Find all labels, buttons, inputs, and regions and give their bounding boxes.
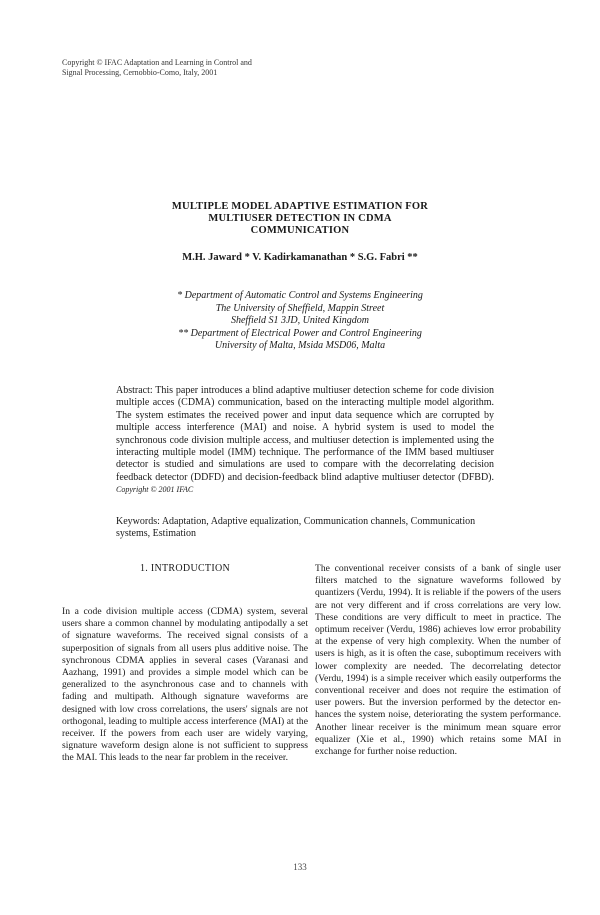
copyright-line-1: Copyright © IFAC Adaptation and Learning in Control and [62, 58, 252, 67]
keywords: Keywords: Adaptation, Adaptive equalization, Communication channels, Communication systems, Estimation [116, 516, 476, 540]
title-line-3: COMMUNICATION [250, 225, 350, 236]
copyright-notice [62, 58, 362, 78]
affiliation-line: ** Department of Electrical Power and Control Engineering [178, 327, 422, 339]
page-number: 133 [293, 862, 307, 872]
abstract-text: Abstract: This paper introduces a blind adaptive multiuser detection scheme for code division multiple acces (CDMA) communication, based on the interacting multiple model algorithm. The system estimates the received power and input data sequence which are corrupted by multiple access interference (MAI) and noise. A hybrid system is used to model the synchronous code division multiple access, and multiuser detection is implemented using the interacting multiple model (IMM) technique. The performance of the IMM based multiuser detector is studied and simulations are used to compare with the decorrelating decision feedback detector (DDFD) and decision-feedback blind adaptive multiuser detector (DFBD). [116, 385, 494, 483]
title-line-1: MULTIPLE MODEL ADAPTIVE ESTIMATION FOR [171, 201, 429, 212]
abstract [116, 385, 494, 497]
paper-title [100, 201, 500, 237]
affiliation-line: The University of Sheffield, Mappin Street [215, 302, 385, 314]
intro-right-column: The conventional receiver consists of a bank of single user filters matched to the signature waveforms followed by quantizers (Verdu, 1994). It is reliable if the powers of the users are not very different and if cross correlations are very low. These conditions are very difficult to meet in practice. The optimum receiver (Verdu, 1986) achieves low error probability at the expense of very high complexity. When the number of users is high, as it is often the case, suboptimum receivers with lower complexity are needed. The decorrelating detector (Verdu, 1994) is a simple receiver which easily outperforms the conventional receiver and does not require the estimation of user powers. But the inversion performed by the detector enhances the system noise, deteriorating the system performance. Another linear receiver is the minimum mean square error equalizer (Xie et al., 1990) which retains some MAI in exchange for further noise reduction. [315, 563, 561, 758]
author-list: M.H. Jaward * V. Kadirkamanathan * S.G. Fabri ** [182, 252, 418, 263]
title-line-2: MULTIUSER DETECTION IN CDMA [208, 213, 392, 224]
copyright-line-2: Signal Processing, Cernobbio-Como, Italy, 2001 [62, 68, 218, 77]
affiliations [100, 290, 500, 353]
affiliation-line: * Department of Automatic Control and Systems Engineering [177, 290, 423, 301]
abstract-copyright: Copyright © 2001 IFAC [116, 485, 194, 495]
intro-left-column: In a code division multiple access (CDMA) system, several users share a common channel by modulating antipodally a set of signature waveforms. The received signal consists of a superposition of signals from all users plus additive noise. The synchronous CDMA applies in several cases (Varanasi and Aazhang, 1991) and provides a simple model which can be generalized to the asynchronous case and to channels with fading and multipath. Although signature waveforms are designed with low cross correlations, the users' signals are not orthogonal, leading to multiple access interference (MAI) at the receiver. If the powers from each user are widely varying, signature waveform design alone is not sufficient to suppress the MAI. This leads to the near far problem in the receiver. [62, 606, 308, 764]
affiliation-line: Sheffield S1 3JD, United Kingdom [230, 315, 370, 326]
affiliation-line: University of Malta, Msida MSD06, Malta [214, 340, 386, 351]
section-heading: 1. INTRODUCTION [139, 563, 231, 574]
